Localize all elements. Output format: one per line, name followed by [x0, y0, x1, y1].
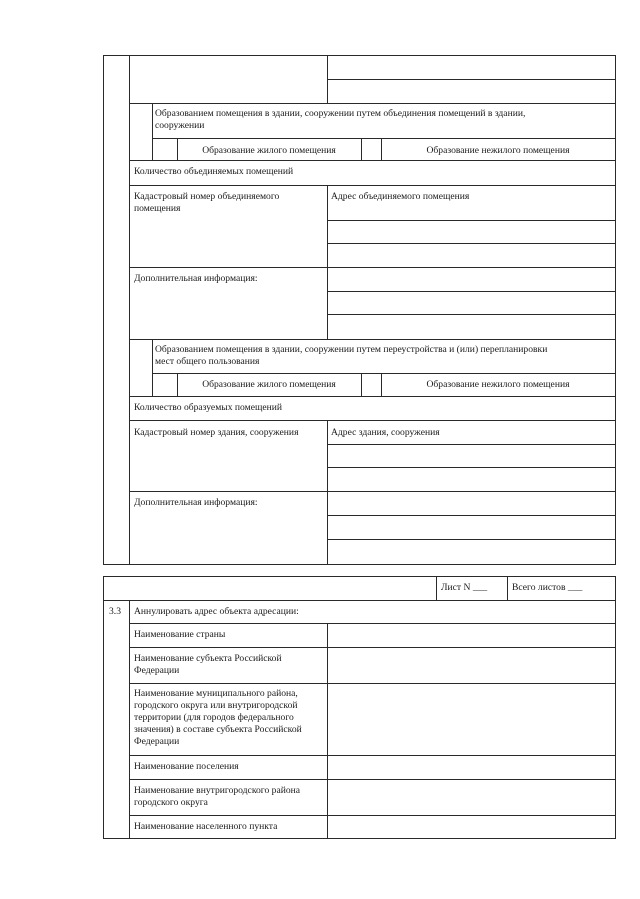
rebuild-living-option: Образование жилого помещения [202, 379, 336, 390]
merge-nonliving-option: Образование нежилого помещения [426, 145, 570, 156]
count-merged-label: Количество объединяемых помещений [134, 166, 294, 177]
subject-label-1: Наименование субъекта Российской [134, 653, 282, 664]
municipal-label-1: Наименование муниципального района, [134, 688, 298, 699]
country-label: Наименование страны [134, 629, 226, 640]
merge-living-option: Образование жилого помещения [202, 145, 336, 156]
total-sheets: Всего листов ___ [512, 582, 583, 593]
sheet-number: Лист N ___ [441, 582, 488, 593]
rebuild-title-line1: Образованием помещения в здании, сооружении путем переустройства и (или) перепланировки [155, 344, 548, 355]
intracity-label-1: Наименование внутригородского района [134, 785, 301, 796]
cad-building-label: Кадастровый номер здания, сооружения [134, 427, 299, 438]
extra-info-label-2: Дополнительная информация: [134, 497, 258, 508]
municipal-label-4: значения) в составе субъекта Российской [134, 724, 302, 735]
settlement-label: Наименование поселения [134, 761, 239, 772]
intracity-label-2: городского округа [134, 797, 208, 808]
merge-title-line2: сооружении [155, 120, 205, 131]
annul-title: Аннулировать адрес объекта адресации: [134, 606, 299, 617]
rebuild-title-line2: мест общего пользования [155, 356, 260, 367]
extra-info-label: Дополнительная информация: [134, 273, 258, 284]
municipal-label-2: городского округа или внутригородской [134, 700, 298, 711]
item-number: 3.3 [109, 606, 121, 617]
rebuild-nonliving-option: Образование нежилого помещения [426, 379, 570, 390]
addr-building-label: Адрес здания, сооружения [331, 427, 440, 438]
municipal-label-3: территории (для городов федерального [134, 712, 294, 723]
cad-merged-label-1: Кадастровый номер объединяемого [134, 191, 280, 202]
addr-merged-label: Адрес объединяемого помещения [331, 191, 470, 202]
count-formed-label: Количество образуемых помещений [134, 402, 283, 413]
cad-merged-label-2: помещения [134, 203, 181, 214]
merge-title-line1: Образованием помещения в здании, сооружении путем объединения помещений в здании, [155, 108, 526, 119]
locality-label: Наименование населенного пункта [134, 821, 278, 832]
municipal-label-5: Федерации [134, 736, 180, 747]
subject-label-2: Федерации [134, 665, 180, 676]
